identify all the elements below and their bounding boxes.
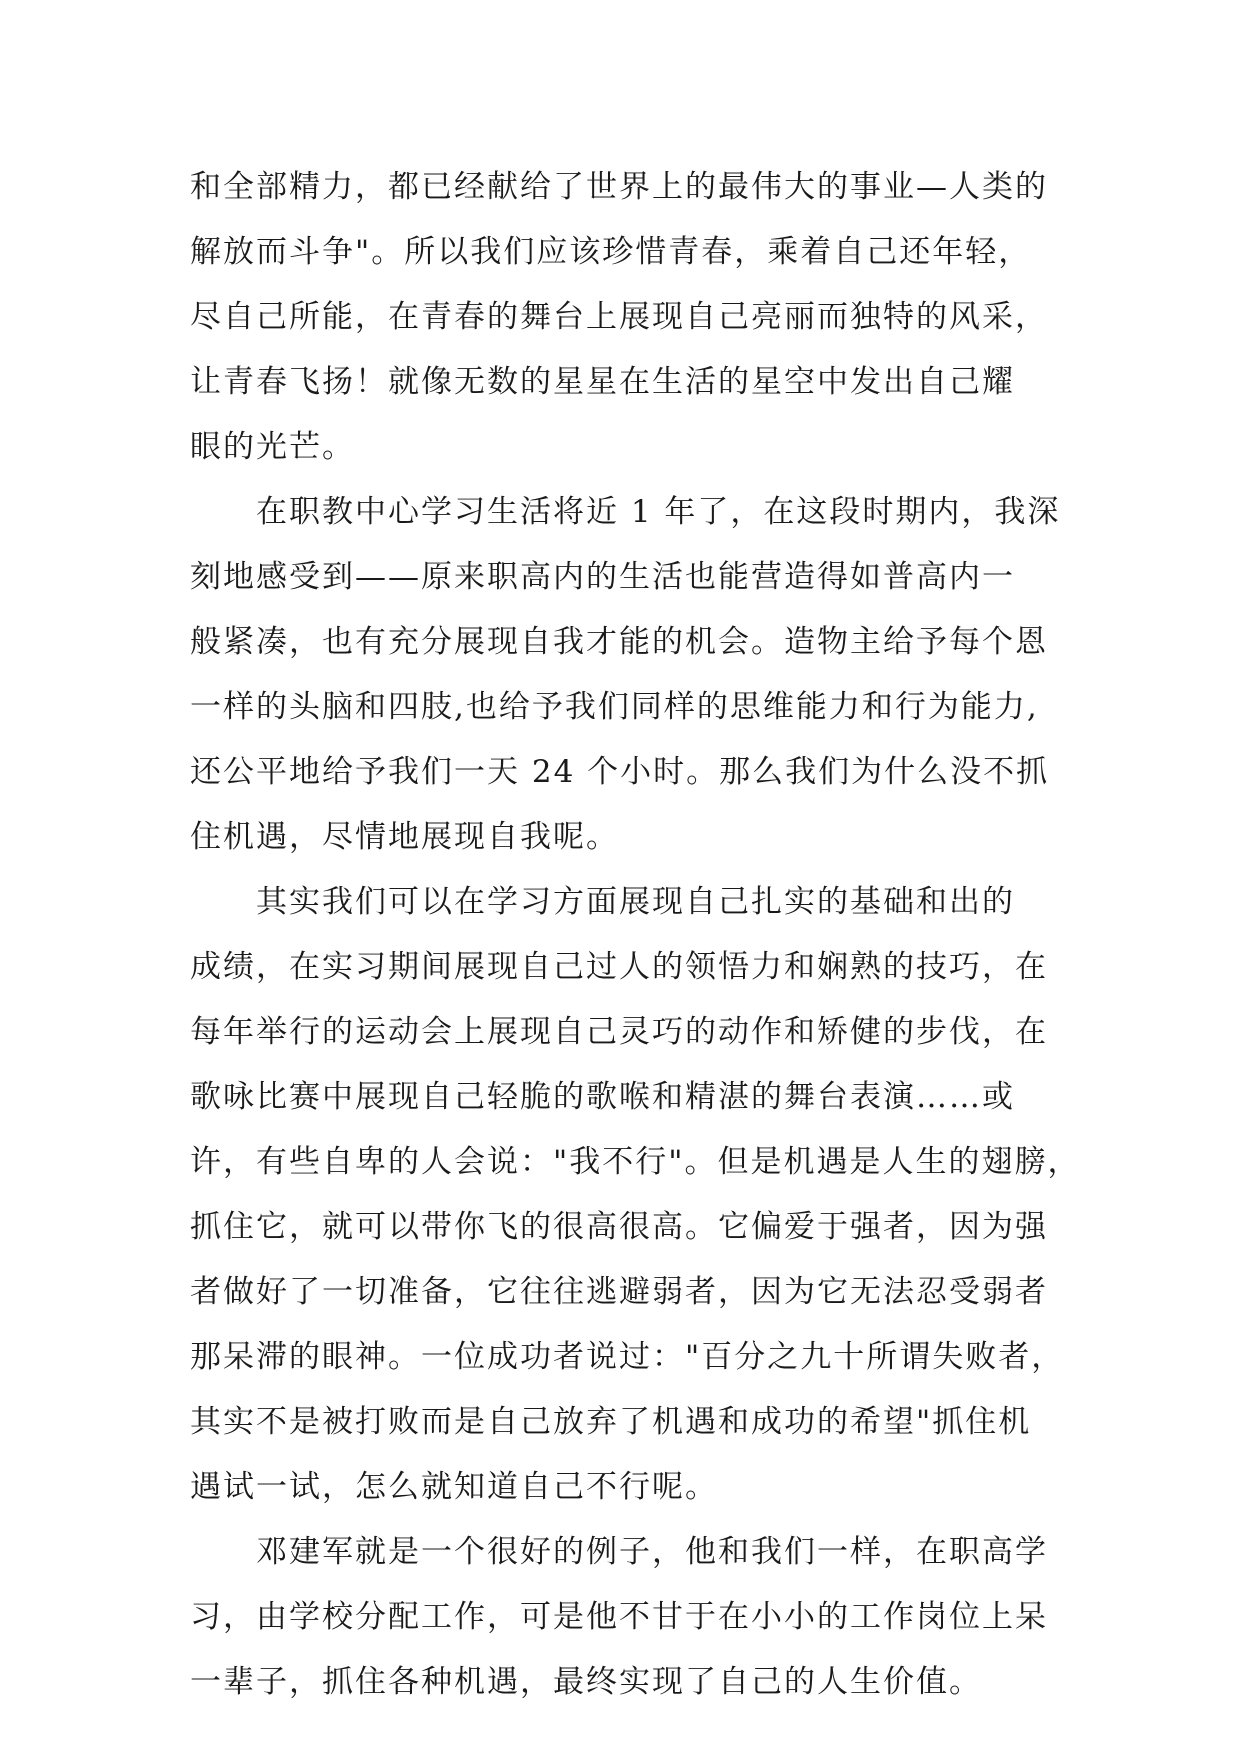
text-line: 尽自己所能，在青春的舞台上展现自己亮丽而独特的风采， — [190, 299, 1048, 335]
text-line: 每年举行的运动会上展现自己灵巧的动作和矫健的步伐，在 — [190, 1014, 1048, 1050]
text-line: 者做好了一切准备，它往往逃避弱者，因为它无法忍受弱者 — [190, 1274, 1048, 1310]
text-line: 抓住它，就可以带你飞的很高很高。它偏爱于强者，因为强 — [190, 1209, 1048, 1245]
text-line: 让青春飞扬！就像无数的星星在生活的星空中发出自己耀 — [190, 364, 1015, 400]
text-line: 住机遇，尽情地展现自我呢。 — [190, 819, 619, 855]
paragraph-first-line: 其实我们可以在学习方面展现自己扎实的基础和出的 — [256, 884, 1015, 920]
text-line: 遇试一试，怎么就知道自己不行呢。 — [190, 1469, 718, 1505]
text-line: 一辈子，抓住各种机遇，最终实现了自己的人生价值。 — [190, 1664, 982, 1700]
text-line: 解放而斗争"。所以我们应该珍惜青春，乘着自己还年轻， — [190, 234, 1032, 270]
text-line: 眼的光芒。 — [190, 429, 355, 465]
text-line: 许，有些自卑的人会说："我不行"。但是机遇是人生的翅膀， — [190, 1144, 1081, 1180]
text-line: 还公平地给予我们一天 24 个小时。那么我们为什么没不抓 — [190, 754, 1050, 790]
text-line: 刻地感受到——原来职高内的生活也能营造得如普高内一 — [190, 559, 1015, 595]
body-text — [190, 155, 1081, 1715]
text-line: 一样的头脑和四肢,也给予我们同样的思维能力和行为能力, — [190, 689, 1039, 725]
text-line: 其实不是被打败而是自己放弃了机遇和成功的希望"抓住机 — [190, 1404, 1032, 1440]
paragraph-first-line: 在职教中心学习生活将近 1 年了，在这段时期内，我深 — [256, 494, 1061, 530]
text-line: 歌咏比赛中展现自己轻脆的歌喉和精湛的舞台表演……或 — [190, 1079, 1015, 1115]
text-line: 习，由学校分配工作，可是他不甘于在小小的工作岗位上呆 — [190, 1599, 1048, 1635]
text-line: 那呆滞的眼神。一位成功者说过："百分之九十所谓失败者， — [190, 1339, 1065, 1375]
text-line: 成绩，在实习期间展现自己过人的领悟力和娴熟的技巧，在 — [190, 949, 1048, 985]
text-line: 般紧凑，也有充分展现自我才能的机会。造物主给予每个恩 — [190, 624, 1048, 660]
text-line: 和全部精力，都已经献给了世界上的最伟大的事业—人类的 — [190, 169, 1048, 205]
paragraph-first-line: 邓建军就是一个很好的例子，他和我们一样，在职高学 — [256, 1534, 1048, 1570]
